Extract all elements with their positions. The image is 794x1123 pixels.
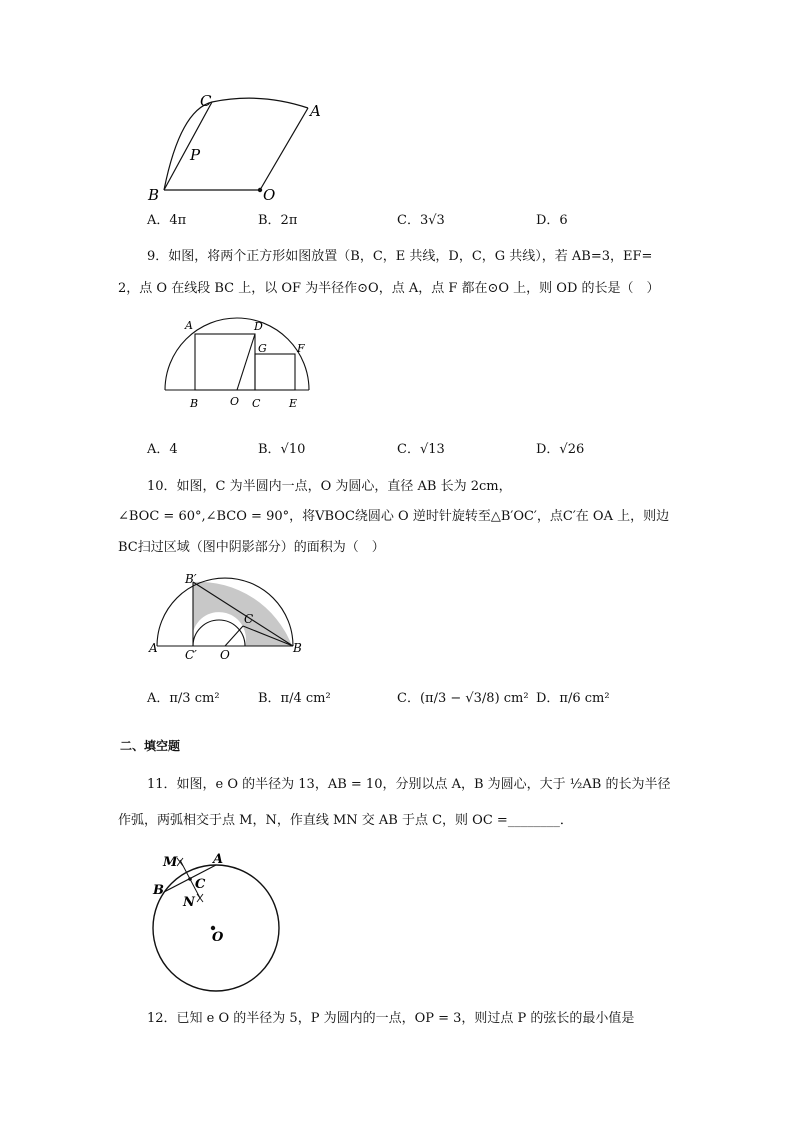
q8-option-d: D．6: [536, 213, 568, 228]
q10-option-b: B．π/4 cm²: [258, 691, 331, 706]
q9-option-a: A．4: [147, 442, 178, 457]
q10-stem-line1: 10．如图，C 为半圆内一点，O 为圆心，直径 AB 长为 2cm，: [147, 479, 512, 494]
square-cefg: [255, 354, 295, 390]
q10-option-d: D．π/6 cm²: [536, 691, 610, 706]
segment-od: [237, 334, 255, 390]
label-o: O: [230, 395, 240, 408]
label-c: C: [244, 612, 254, 626]
figure-q8: [140, 90, 340, 205]
label-a: A: [149, 641, 158, 655]
label-b: B: [153, 883, 164, 898]
q10-stem-line3: BC扫过区域（图中阴影部分）的面积为（ ）: [118, 540, 385, 555]
q9-stem-line1: 9．如图，将两个正方形如图放置（B，C，E 共线，D，C，G 共线），若 AB=3，EF=: [147, 249, 653, 264]
q9-stem-line2: 2，点 O 在线段 BC 上，以 OF 为半径作⊙O，点 A，点 F 都在⊙O 上，则 OD 的长是（ ）: [118, 281, 660, 296]
q10-option-a: A．π/3 cm²: [147, 691, 220, 706]
label-o: O: [212, 930, 224, 945]
label-o: O: [263, 186, 276, 204]
label-c: C: [200, 92, 212, 110]
label-d: D: [254, 320, 263, 333]
q8-option-a: A．4π: [147, 213, 187, 228]
label-b1: B′: [185, 572, 197, 586]
q10-stem-line2: ∠BOC = 60°,∠BCO = 90°，将VBOC绕圆心 O 逆时针旋转至△B′OC′，点C′在 OA 上，则边: [118, 509, 670, 524]
q12-stem-line1: 12．已知 e O 的半径为 5，P 为圆内的一点，OP = 3，则过点 P 的弦长的最小值是: [147, 1011, 635, 1026]
q9-option-b: B．√10: [258, 442, 306, 457]
segment-oc: [225, 626, 243, 646]
arc-mark-n: [197, 894, 203, 902]
label-b: B: [190, 397, 199, 410]
segment-oa: [260, 108, 308, 190]
q10-option-c: C．(π/3 − √3/8) cm²: [397, 691, 529, 706]
section-heading: 二、填空题: [120, 739, 181, 753]
figure-q11: [150, 848, 295, 993]
label-a: A: [185, 319, 193, 332]
q9-option-c: C．√13: [397, 442, 445, 457]
figure-q9: [155, 315, 325, 415]
circle-o: [153, 865, 279, 991]
q11-stem-line1: 11．如图，e O 的半径为 13，AB = 10，分别以点 A，B 为圆心，大于 ½AB 的长为半径: [147, 777, 671, 792]
point-o: [258, 188, 262, 192]
label-c: C: [252, 397, 261, 410]
label-p: P: [190, 146, 201, 164]
q8-option-c: C．3√3: [397, 213, 445, 228]
label-m: M: [163, 855, 178, 870]
segment-bc: [164, 102, 212, 190]
arc-mark-m: [177, 858, 183, 866]
q11-stem-line2: 作弧，两弧相交于点 M，N，作直线 MN 交 AB 于点 C，则 OC =________．: [118, 813, 573, 828]
label-f: F: [297, 342, 305, 355]
label-e: E: [289, 397, 298, 410]
label-c1: C′: [185, 648, 197, 660]
label-a: A: [213, 852, 224, 867]
point-c: [188, 877, 192, 881]
label-g: G: [258, 342, 267, 355]
figure-q10: [145, 570, 315, 660]
label-a: A: [310, 102, 321, 120]
label-b: B: [293, 641, 302, 655]
q8-option-b: B．2π: [258, 213, 298, 228]
label-b: B: [148, 186, 160, 204]
label-o: O: [220, 648, 230, 660]
label-c: C: [195, 877, 206, 892]
q9-option-d: D．√26: [536, 442, 585, 457]
label-n: N: [183, 895, 195, 910]
